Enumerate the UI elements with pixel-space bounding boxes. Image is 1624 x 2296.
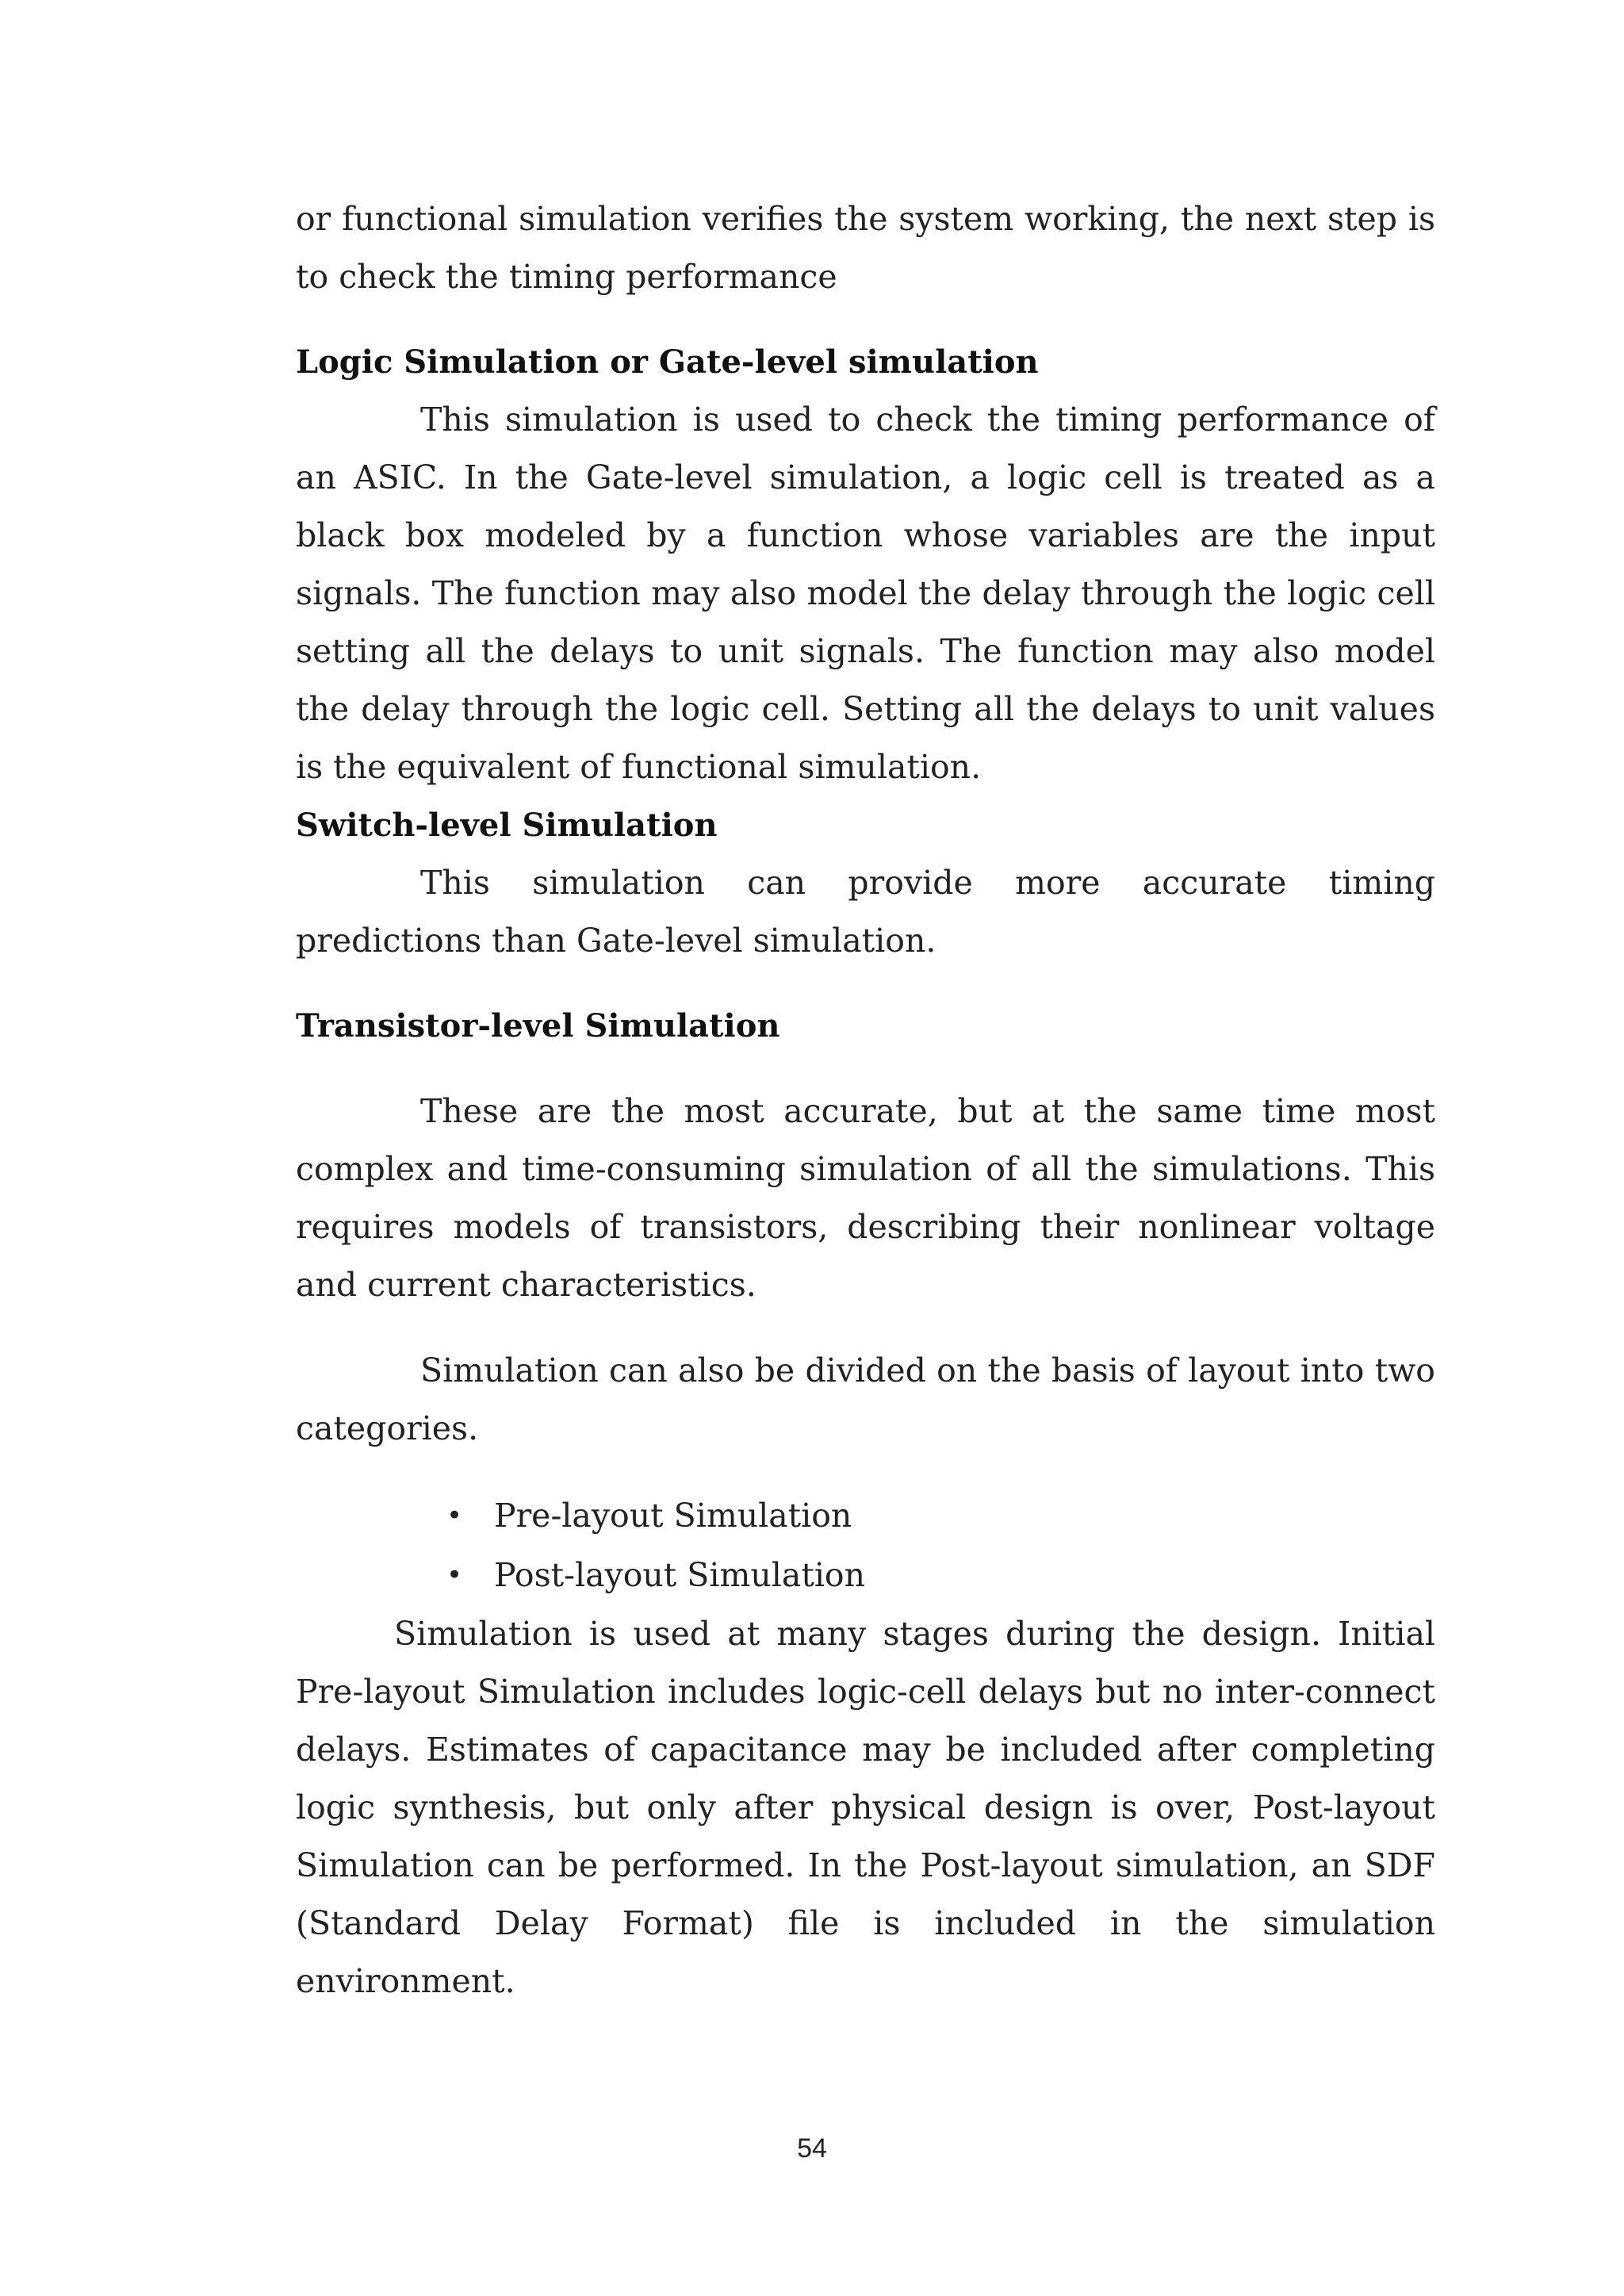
gate-level-paragraph: This simulation is used to check the timing performance of an ASIC. In the Gate-level simulation, a logic cell is treated as a black box modeled by a function whose variables are the input signals. The function may also model the delay through the logic cell setting all the delays to unit signals. The function may also model the delay through the logic cell. Setting all the delays to unit values is the equivalent of functional simulation. — [296, 401, 1435, 786]
page-number: 54 — [797, 2133, 827, 2164]
list-item — [296, 1546, 1435, 1605]
list-item-label: Pre-layout Simulation — [494, 1497, 852, 1535]
page-content — [296, 190, 1435, 2010]
layout-division-paragraph: Simulation can also be divided on the basis of layout into two categories. — [296, 1351, 1435, 1447]
intro-paragraph: or functional simulation verifies the system working, the next step is to check the timing performance — [296, 200, 1435, 296]
transistor-level-heading: Transistor-level Simulation — [296, 1007, 780, 1045]
layout-categories-list — [296, 1486, 1435, 1605]
transistor-level-paragraph: These are the most accurate, but at the same time most complex and time-consuming simulation of all the simulations. This requires models of transistors, describing their nonlinear voltage and current characteristics. — [296, 1092, 1435, 1304]
list-item — [296, 1486, 1435, 1546]
switch-level-heading: Switch-level Simulation — [296, 807, 718, 844]
gate-level-heading: Logic Simulation or Gate-level simulation — [296, 343, 1039, 381]
bullet-icon: • — [446, 1559, 463, 1591]
switch-level-paragraph: This simulation can provide more accurate timing predictions than Gate-level simulation. — [296, 864, 1435, 960]
list-item-label: Post-layout Simulation — [494, 1556, 866, 1594]
bullet-icon: • — [446, 1500, 463, 1531]
closing-paragraph: Simulation is used at many stages during the design. Initial Pre-layout Simulation includes logic-cell delays but no inter-connect delays. Estimates of capacitance may be included after completing logic synthesis, but only after physical design is over, Post-layout Simulation can be performed. In the Post-layout simulation, an SDF (Standard Delay Format) file is included in the simulation environment. — [296, 1615, 1435, 2000]
